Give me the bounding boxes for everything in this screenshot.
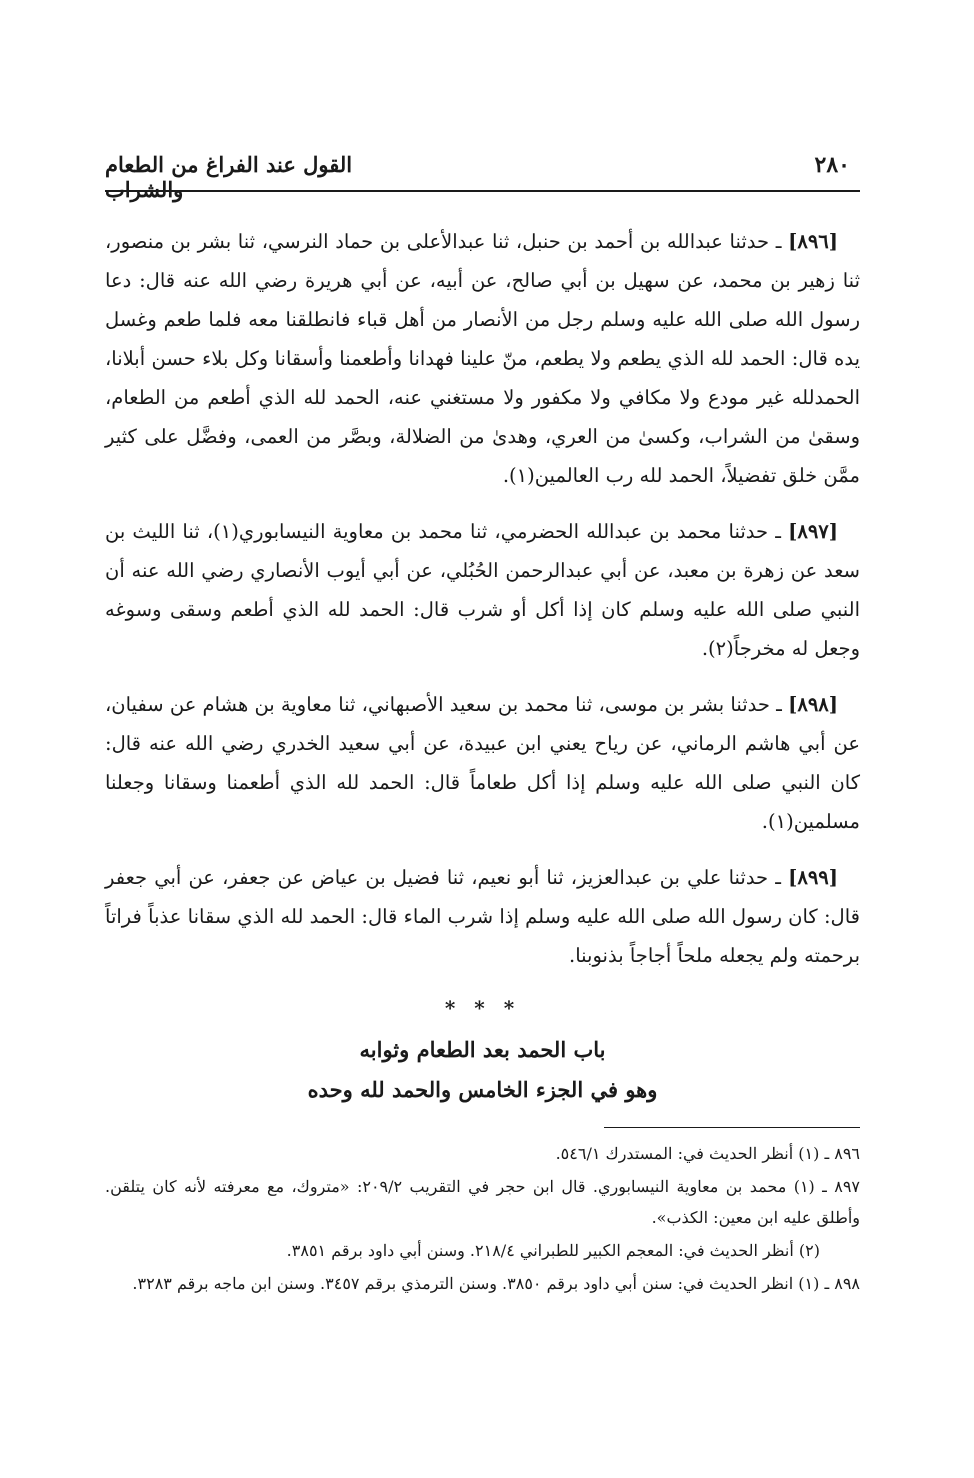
hadith-number: [٨٩٧] bbox=[788, 520, 838, 543]
hadith-number: [٨٩٩] bbox=[788, 866, 838, 889]
footnote-897-1: ٨٩٧ ـ (١) محمد بن معاوية النيسابوري. قال ابن حجر في التقريب ٢٠٩/٢: «متروك، مع معرفته لأنه كان يتلقن. وأطلق عليه ابن معين: الكذب». bbox=[105, 1177, 861, 1227]
hadith-897 bbox=[105, 512, 860, 668]
hadith-896 bbox=[105, 222, 860, 495]
footnotes bbox=[105, 1138, 860, 1301]
running-title-text: القول عند الفراغ من الطعام والشراب bbox=[105, 152, 353, 202]
hadith-number: [٨٩٨] bbox=[788, 693, 838, 716]
hadith-number: [٨٩٦] bbox=[788, 230, 838, 253]
hadith-899 bbox=[105, 858, 860, 975]
hadith-898 bbox=[105, 685, 860, 841]
footnote-897-2: (٢) أنظر الحديث في: المعجم الكبير للطبراني ٢١٨/٤. وسنن أبي داود برقم ٣٨٥١. bbox=[286, 1241, 820, 1260]
hadith-text: ـ حدثنا بشر بن موسى، ثنا محمد بن سعيد الأصبهاني، ثنا معاوية بن هشام عن سفيان، عن أبي هاشم الرماني، عن رياح يعني ابن عبيدة، عن أبي سعيد الخدري رضي الله عنه قال: كان النبي صلى الله عليه وسلم إذا أكل طعاماً قال: الحمد لله الذي أطعمنا وسقانا وجعلنا مسلمين(١). bbox=[105, 693, 860, 833]
running-title bbox=[105, 152, 387, 202]
chapter-heading bbox=[105, 1030, 860, 1110]
chapter-note: وهو في الجزء الخامس والحمد لله وحده bbox=[307, 1077, 658, 1102]
hadith-text: ـ حدثنا علي بن عبدالعزيز، ثنا أبو نعيم، ثنا فضيل بن عياض عن جعفر، عن أبي جعفر قال: كان رسول الله صلى الله عليه وسلم إذا شرب الماء قال: الحمد لله الذي سقانا عذباً فراتاً برحمته ولم يجعله ملحاً أجاجاً بذنوبنا. bbox=[105, 866, 860, 967]
chapter-title: باب الحمد بعد الطعام وثوابه bbox=[359, 1037, 606, 1062]
footnote-divider bbox=[604, 1127, 860, 1128]
hadith-text: ـ حدثنا محمد بن عبدالله الحضرمي، ثنا محمد بن معاوية النيسابوري(١)، ثنا الليث بن سعد عن زهرة بن معبد، عن أبي عبدالرحمن الحُبُلي، عن أبي أيوب الأنصاري رضي الله عنه أن النبي صلى الله عليه وسلم كان إذا أكل أو شرب قال: الحمد لله الذي أطعم وسقى وسوغه وجعل له مخرجاً(٢). bbox=[105, 520, 860, 660]
footnote-896-1: ٨٩٦ ـ (١) أنظر الحديث في: المستدرك ٥٤٦/١. bbox=[555, 1144, 860, 1163]
hadith-text: ـ حدثنا عبدالله بن أحمد بن حنبل، ثنا عبدالأعلى بن حماد النرسي، ثنا بشر بن منصور، ثنا زهير بن محمد، عن سهيل بن أبي صالح، عن أبيه، عن أبي هريرة رضي الله عنه قال: دعا رسول الله صلى الله عليه وسلم رجل من الأنصار من أهل قباء فانطلقنا معه فلما طعم وغسل يده قال: الحمد لله الذي يطعم ولا يطعم، منّ علينا فهدانا وأطعمنا وأسقانا وكل بلاء حسن أبلانا، الحمدلله غير مودع ولا مكافي ولا مكفور ولا مستغني عنه، الحمد لله الذي أطعم من الطعام، وسقىٰ من الشراب، وكسىٰ من العري، وهدىٰ من الضلالة، وبصَّر من العمى، وفضَّل على كثير ممَّن خلق تفضيلاً، الحمد لله رب العالمين(١). bbox=[105, 230, 860, 487]
page-number: ٢٨٠ bbox=[814, 152, 850, 178]
main-text bbox=[105, 222, 860, 1110]
page-header bbox=[105, 150, 860, 202]
section-separator: * * * bbox=[444, 996, 521, 1020]
footnote-898-1: ٨٩٨ ـ (١) انظر الحديث في: سنن أبي داود برقم ٣٨٥٠. وسنن الترمذي برقم ٣٤٥٧. وسنن ابن ماجه برقم ٣٢٨٣. bbox=[132, 1274, 860, 1293]
